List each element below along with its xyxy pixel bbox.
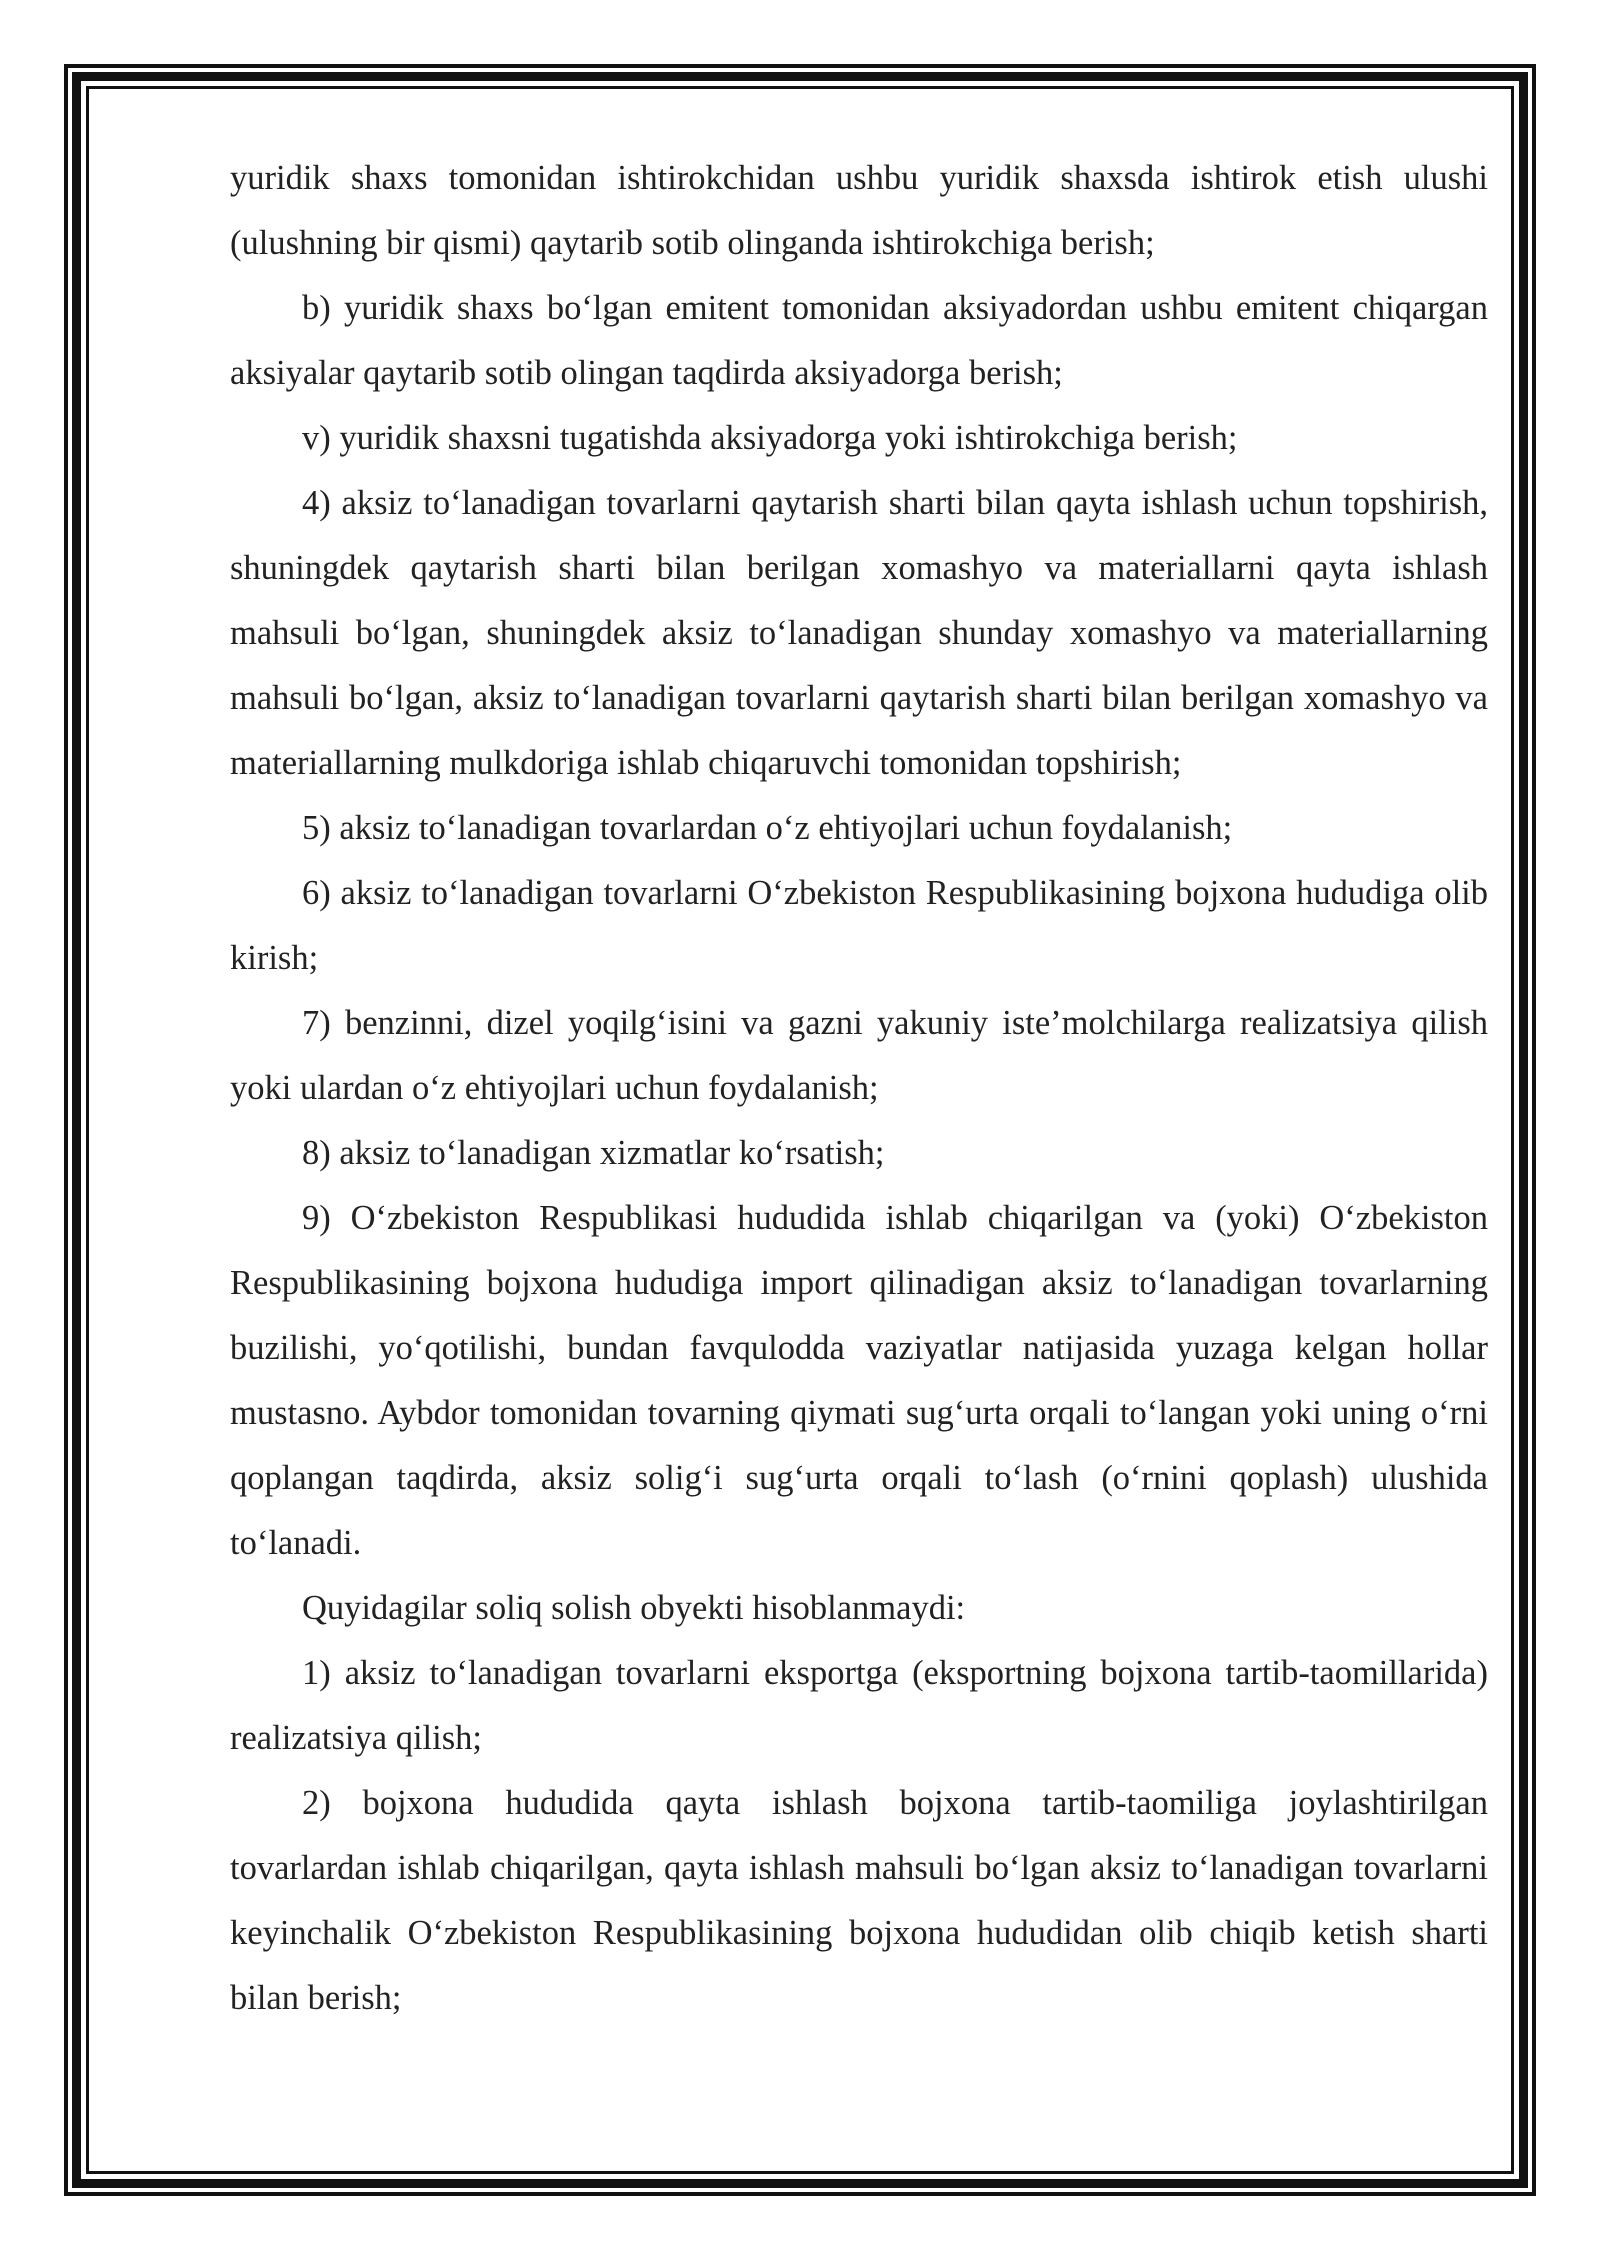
paragraph-item-4: 4) aksiz to‘lanadigan tovarlarni qaytarish sharti bilan qayta ishlash uchun topshirish, shuningdek qaytarish sharti bilan berilgan xomashyo va materiallarni qayta ishlash mahsuli bo‘lgan, shuningdek aksiz to‘lanadigan shunday xomashyo va materiallarning mahsuli bo‘lgan, aksiz to‘lanadigan tovarlarni qaytarish sharti bilan berilgan xomashyo va materiallarning mulkdoriga ishlab chiqaruvchi tomonidan topshirish; — [230, 484, 1488, 782]
paragraph-item-9: 9) O‘zbekiston Respublikasi hududida ishlab chiqarilgan va (yoki) O‘zbekiston Respublikasining bojxona hududiga import qilinadigan aksiz to‘lanadigan tovarlarning buzilishi, yo‘qotilishi, bundan favqulodda vaziyatlar natijasida yuzaga kelgan hollar mustasno. Aybdor tomonidan tovarning qiymati sug‘urta orqali to‘langan yoki uning o‘rni qoplangan taqdirda, aksiz solig‘i sug‘urta orqali to‘lash (o‘rnini qoplash) ulushida to‘lanadi. — [230, 1199, 1488, 1562]
paragraph-item-b: b) yuridik shaxs bo‘lgan emitent tomonidan aksiyadordan ushbu emitent chiqargan aksiyalar qaytarib sotib olingan taqdirda aksiyadorga berish; — [230, 289, 1488, 392]
paragraph-exemption-2: 2) bojxona hududida qayta ishlash bojxona tartib-taomiliga joylashtirilgan tovarlardan ishlab chiqarilgan, qayta ishlash mahsuli bo‘lgan aksiz to‘lanadigan tovarlarni keyinchalik O‘zbekiston Respublikasining bojxona hududidan olib chiqib ketish sharti bilan berish; — [230, 1784, 1488, 2017]
paragraph-item-v: v) yuridik shaxsni tugatishda aksiyadorga yoki ishtirokchiga berish; — [302, 419, 1238, 457]
document-body — [230, 146, 1488, 2031]
paragraph-exemption-1: 1) aksiz to‘lanadigan tovarlarni eksportga (eksportning bojxona tartib-taomillarida) realizatsiya qilish; — [230, 1654, 1488, 1757]
paragraph-continuation: yuridik shaxs tomonidan ishtirokchidan ushbu yuridik shaxsda ishtirok etish ulushi (ulushning bir qismi) qaytarib sotib olinganda ishtirokchiga berish; — [230, 159, 1488, 262]
paragraph-item-5: 5) aksiz to‘lanadigan tovarlardan o‘z ehtiyojlari uchun foydalanish; — [302, 809, 1233, 847]
paragraph-item-8: 8) aksiz to‘lanadigan xizmatlar ko‘rsatish; — [302, 1134, 885, 1172]
paragraph-item-7: 7) benzinni, dizel yoqilg‘isini va gazni yakuniy iste’molchilarga realizatsiya qilish yoki ulardan o‘z ehtiyojlari uchun foydalanish; — [230, 1004, 1488, 1107]
paragraph-exemptions-heading: Quyidagilar soliq solish obyekti hisoblanmaydi: — [302, 1589, 966, 1627]
paragraph-item-6: 6) aksiz to‘lanadigan tovarlarni O‘zbekiston Respublikasining bojxona hududiga olib kirish; — [230, 874, 1488, 977]
